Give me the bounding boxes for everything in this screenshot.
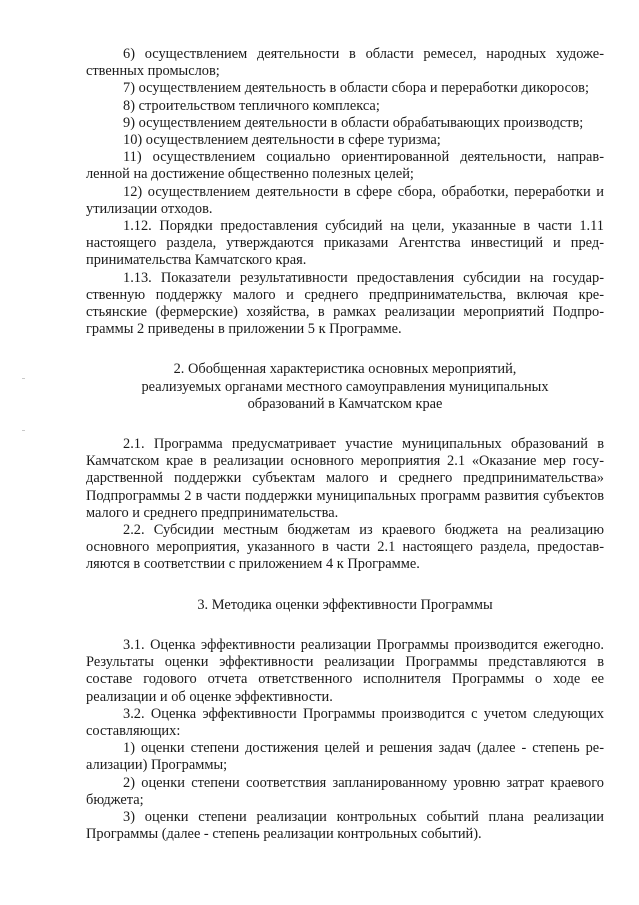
list-item-8: 8) строительством тепличного комплекса; [123, 97, 380, 114]
paragraph-2-2: 2.2. Субсидии местным бюджетам из краевого бюджета на реализацию основного мероприятия, указанного в части 2.1 настоящего раздела, предоставляются в соответствии с приложением 4 к Программе. [86, 522, 604, 573]
list-item-12: 12) осуществлением деятельности в сфере сбора, обработки, переработки и утилизации отходов. [86, 183, 604, 217]
paragraph-1-12: 1.12. Порядки предоставления субсидий на цели, указанные в части 1.11 настоящего раздела, утверждаются приказами Агентства инвестиций и предпринимательства Камчатского края. [86, 218, 604, 269]
list-item-10: 10) осуществлением деятельности в сфере туризма; [123, 132, 441, 149]
paragraph-1-13: 1.13. Показатели результативности предоставления субсидии на государственную поддержку малого и среднего предпринимательства, включая крестьянские (фермерские) хозяйства, в рамках реализации мероприятий Подпрограммы 2 приведены в приложении 5 к Программе. [86, 269, 604, 338]
section-2-heading-line-1: 2. Обобщенная характеристика основных мероприятий, [173, 361, 517, 378]
section-2-heading-line-3: образований в Камчатском крае [247, 395, 443, 412]
paragraph-3-2: 3.2. Оценка эффективности Программы производится с учетом следующих составляющих: [86, 705, 604, 739]
paragraph-2-1: 2.1. Программа предусматривает участие муниципальных образований в Камчатском крае в реализации основного мероприятия 2.1 «Оказание мер государственной поддержки субъектам малого и среднего предпринимательства» Подпрограммы 2 в части поддержки муниципальных программ развития субъектов малого и среднего предпринимательства. [86, 436, 604, 521]
section-3-heading: 3. Методика оценки эффективности Программы [197, 596, 493, 613]
scan-artifact [22, 378, 25, 379]
section-2-heading [86, 361, 604, 413]
list-item-7: 7) осуществлением деятельность в области сбора и переработки дикоросов; [123, 80, 589, 97]
document-page [86, 46, 604, 843]
criteria-item-1: 1) оценки степени достижения целей и решения задач (далее - степень реализации) Программы; [86, 740, 604, 774]
list-item-9: 9) осуществлением деятельности в области обрабатывающих производств; [123, 114, 584, 131]
criteria-item-3: 3) оценки степени реализации контрольных событий плана реализации Программы (далее - степень реализации контрольных событий). [86, 808, 604, 843]
paragraph-3-1: 3.1. Оценка эффективности реализации Программы производится ежегодно. Результаты оценки эффективности реализации Программы представляются в составе годового отчета ответственного исполнителя Программы о ходе ее реализации и об оценке эффективности. [86, 636, 604, 705]
list-item-11: 11) осуществлением социально ориентированной деятельности, направленной на достижение общественно полезных целей; [86, 149, 604, 183]
scan-artifact [22, 430, 25, 431]
section-2-heading-line-2: реализуемых органами местного самоуправления муниципальных [141, 378, 549, 395]
list-item-6: 6) осуществлением деятельности в области ремесел, народных художественных промыслов; [86, 46, 604, 80]
criteria-item-2: 2) оценки степени соответствия запланированному уровню затрат краевого бюджета; [86, 774, 604, 808]
